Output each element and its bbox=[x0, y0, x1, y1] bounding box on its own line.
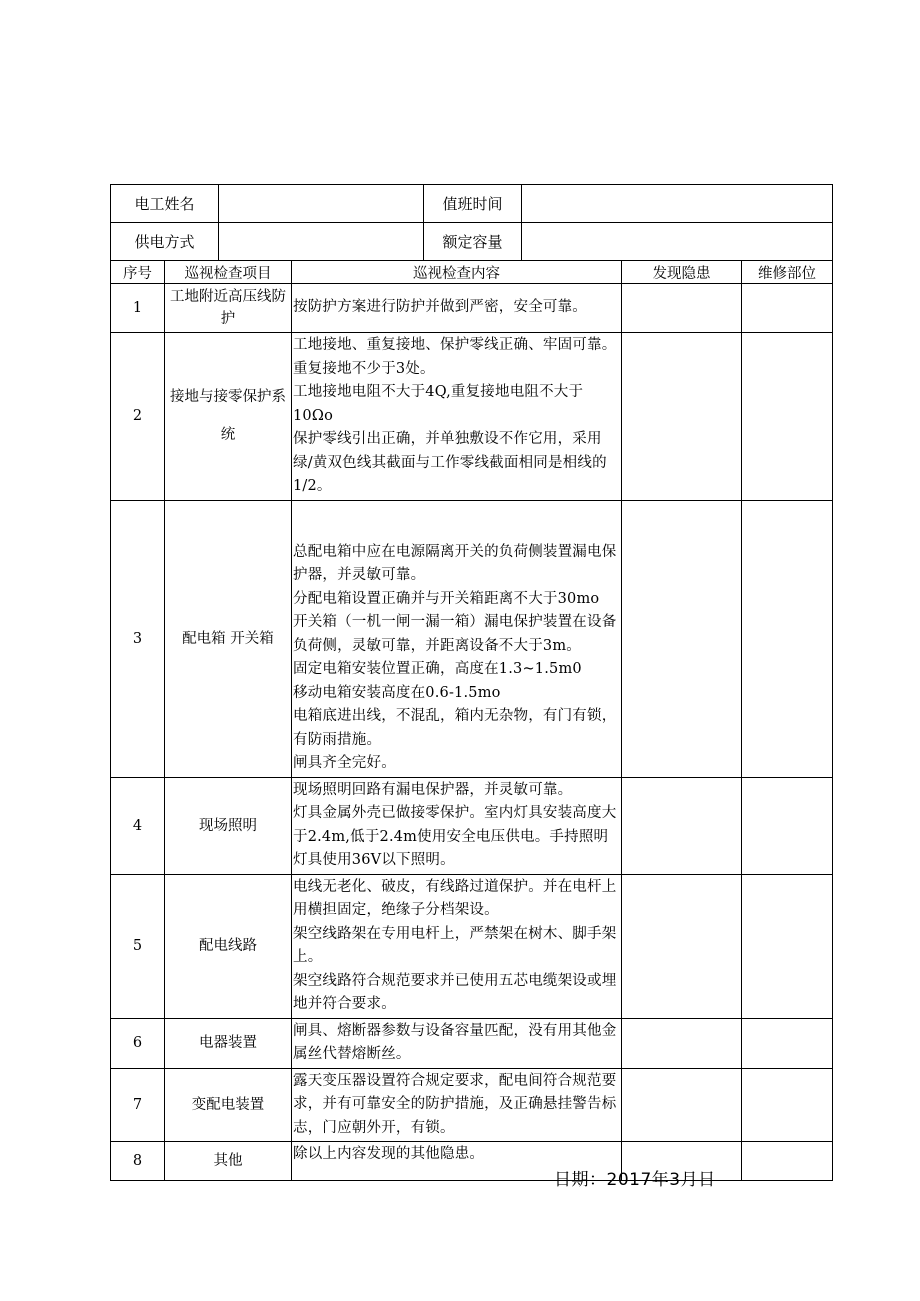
supply-field[interactable] bbox=[219, 223, 424, 261]
header-table bbox=[110, 184, 833, 261]
column-header-row bbox=[111, 261, 833, 284]
col-content: 巡视检查内容 bbox=[292, 261, 622, 284]
capacity-field[interactable] bbox=[522, 223, 833, 261]
row-number: 1 bbox=[111, 284, 165, 333]
row-item: 电器装置 bbox=[165, 1018, 292, 1068]
content-line: 架空线路架在专用电杆上，严禁架在树木、脚手架上。 bbox=[293, 925, 617, 965]
content-line: 闸具齐全完好。 bbox=[293, 755, 396, 771]
repair-cell[interactable] bbox=[742, 777, 833, 874]
table-row bbox=[111, 1142, 833, 1181]
row-item: 接地与接零保护系统 bbox=[165, 333, 292, 501]
content-line: 灯具金属外壳已做接零保护。室内灯具安装高度大于2.4m,低于2.4m使用安全电压供电。手持照明灯具使用36V以下照明。 bbox=[293, 805, 617, 868]
hazard-cell[interactable] bbox=[622, 500, 742, 777]
electrician-field[interactable] bbox=[219, 185, 424, 223]
row-content bbox=[292, 874, 622, 1018]
col-item: 巡视检查项目 bbox=[165, 261, 292, 284]
repair-cell[interactable] bbox=[742, 874, 833, 1018]
hazard-cell[interactable] bbox=[622, 874, 742, 1018]
duty-time-field[interactable] bbox=[522, 185, 833, 223]
table-row bbox=[111, 1018, 833, 1068]
content-line: 工地接地、重复接地、保护零线正确、牢固可靠。重复接地不少于3处。 bbox=[293, 337, 617, 377]
row-number: 5 bbox=[111, 874, 165, 1018]
repair-cell[interactable] bbox=[742, 1068, 833, 1142]
content-line: 电箱底进出线，不混乱，箱内无杂物，有门有锁，有防雨措施。 bbox=[293, 708, 617, 748]
row-number: 6 bbox=[111, 1018, 165, 1068]
row-content bbox=[292, 1068, 622, 1142]
electrician-label: 电工姓名 bbox=[111, 185, 219, 223]
repair-cell[interactable] bbox=[742, 284, 833, 333]
content-line: 分配电箱设置正确并与开关箱距离不大于30mo bbox=[293, 590, 600, 607]
hazard-cell[interactable] bbox=[622, 1068, 742, 1142]
row-number: 2 bbox=[111, 333, 165, 501]
content-line: 保护零线引出正确，并单独敷设不作它用，采用绿/黄双色线其截面与工作零线截面相同是相线的1/2。 bbox=[293, 431, 607, 494]
row-content bbox=[292, 333, 622, 501]
row-content bbox=[292, 1018, 622, 1068]
content-line: 电线无老化、破皮，有线路过道保护。并在电杆上用横担固定，绝缘子分档架设。 bbox=[293, 878, 617, 918]
col-no: 序号 bbox=[111, 261, 165, 284]
content-line: 架空线路符合规范要求并已使用五芯电缆架设或埋地并符合要求。 bbox=[293, 972, 617, 1012]
content-line: 工地接地电阻不大于4Q,重复接地电阻不大于10Ωo bbox=[293, 384, 584, 424]
row-item: 配电箱 开关箱 bbox=[165, 500, 292, 777]
content-line: 开关箱（一机一闸一漏一箱）漏电保护装置在设备负荷侧，灵敏可靠，并距离设备不大于3m。 bbox=[293, 614, 617, 654]
row-content bbox=[292, 777, 622, 874]
duty-time-label: 值班时间 bbox=[424, 185, 522, 223]
capacity-label: 额定容量 bbox=[424, 223, 522, 261]
hazard-cell[interactable] bbox=[622, 333, 742, 501]
table-row bbox=[111, 284, 833, 333]
supply-label: 供电方式 bbox=[111, 223, 219, 261]
table-row bbox=[111, 1068, 833, 1142]
table-row bbox=[111, 874, 833, 1018]
content-line: 除以上内容发现的其他隐患。 bbox=[293, 1146, 485, 1162]
repair-cell[interactable] bbox=[742, 500, 833, 777]
repair-cell[interactable] bbox=[742, 333, 833, 501]
col-repair: 维修部位 bbox=[742, 261, 833, 284]
row-item: 工地附近高压线防护 bbox=[165, 284, 292, 333]
col-hazard: 发现隐患 bbox=[622, 261, 742, 284]
hazard-cell[interactable] bbox=[622, 777, 742, 874]
content-line: 移动电箱安装高度在0.6-1.5mo bbox=[293, 684, 501, 701]
hazard-cell[interactable] bbox=[622, 284, 742, 333]
row-number: 4 bbox=[111, 777, 165, 874]
content-line: 固定电箱安装位置正确，高度在1.3~1.5m0 bbox=[293, 661, 582, 677]
content-line: 露天变压器设置符合规定要求，配电间符合规范要求，并有可靠安全的防护措施，及正确悬挂警告标志，门应朝外开，有锁。 bbox=[293, 1072, 617, 1136]
content-line: 总配电箱中应在电源隔离开关的负荷侧装置漏电保护器，并灵敏可靠。 bbox=[293, 543, 617, 583]
row-number: 3 bbox=[111, 500, 165, 777]
row-item: 现场照明 bbox=[165, 777, 292, 874]
row-content bbox=[292, 284, 622, 333]
row-number: 7 bbox=[111, 1068, 165, 1142]
row-number: 8 bbox=[111, 1142, 165, 1181]
repair-cell[interactable] bbox=[742, 1142, 833, 1181]
content-line: 闸具、熔断器参数与设备容量匹配，没有用其他金属丝代替熔断丝。 bbox=[293, 1022, 617, 1062]
content-line: 按防护方案进行防护并做到严密，安全可靠。 bbox=[293, 299, 587, 316]
row-content bbox=[292, 500, 622, 777]
table-row bbox=[111, 777, 833, 874]
table-row bbox=[111, 333, 833, 501]
inspection-table bbox=[110, 260, 833, 1181]
date-line: 日期：2017年3月日 bbox=[554, 1170, 716, 1190]
row-item: 其他 bbox=[165, 1142, 292, 1181]
row-item: 变配电装置 bbox=[165, 1068, 292, 1142]
repair-cell[interactable] bbox=[742, 1018, 833, 1068]
inspection-sheet bbox=[110, 184, 832, 1181]
content-line: 现场照明回路有漏电保护器，并灵敏可靠。 bbox=[293, 781, 573, 798]
row-item: 配电线路 bbox=[165, 874, 292, 1018]
hazard-cell[interactable] bbox=[622, 1018, 742, 1068]
table-row bbox=[111, 500, 833, 777]
